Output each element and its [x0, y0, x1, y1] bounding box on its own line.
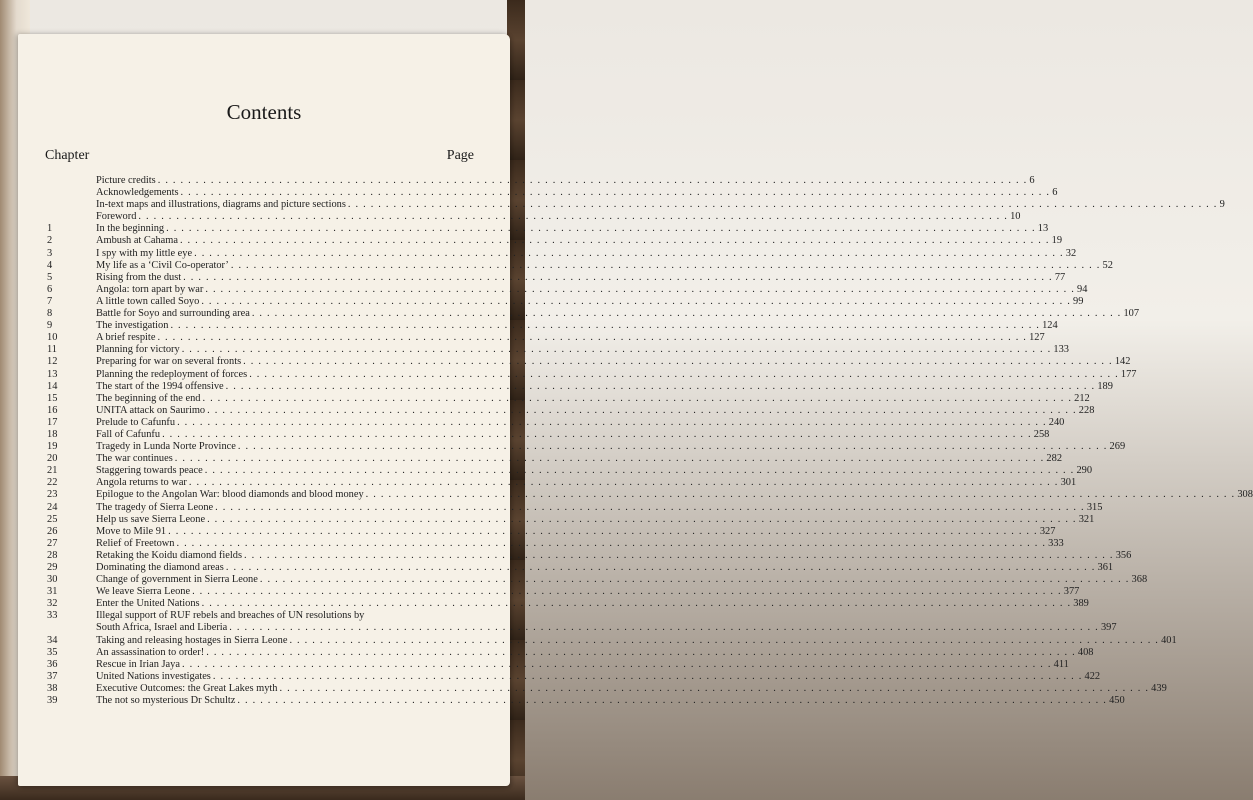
dot-leader [252, 308, 1122, 320]
chapter-number: 6 [47, 283, 53, 295]
dot-leader [158, 175, 1028, 187]
page-number: 411 [1053, 658, 1069, 670]
chapter-title: In the beginning [96, 223, 165, 235]
dot-leader [226, 381, 1096, 393]
toc-entry [47, 332, 1045, 344]
chapter-number: 1 [47, 223, 53, 235]
toc-entry [47, 574, 1148, 586]
dot-leader [348, 199, 1218, 211]
chapter-number: 14 [47, 380, 58, 392]
chapter-number: 29 [47, 562, 58, 573]
chapter-number: 16 [47, 404, 58, 416]
page-number: 94 [1077, 283, 1088, 295]
chapter-title: Relief of Freetown [96, 537, 175, 549]
dot-leader [238, 441, 1108, 453]
page-number: 321 [1078, 513, 1095, 525]
chapter-title: A brief respite [96, 332, 156, 344]
chapter-number: 21 [47, 465, 58, 477]
chapter-number: 26 [47, 525, 58, 537]
page-number: 10 [1010, 211, 1021, 223]
chapter-number: 4 [47, 259, 53, 271]
chapter-number: 31 [47, 586, 58, 598]
dot-leader [181, 187, 1051, 199]
dot-leader [157, 332, 1027, 344]
page-number: 377 [1063, 586, 1080, 598]
chapter-number: 34 [47, 634, 58, 646]
chapter-title: Ambush at Cahama [96, 235, 178, 247]
chapter-title: Epilogue to the Angolan War: blood diamonds and blood money [96, 489, 364, 501]
toc-entry [47, 283, 1088, 296]
toc-entry [47, 562, 1114, 574]
toc-entry [47, 404, 1095, 417]
page-number: 439 [1151, 682, 1167, 694]
chapter-title: Move to Mile 91 [96, 525, 167, 537]
chapter-title: United Nations investigates [96, 670, 211, 682]
toc-entry [47, 634, 1177, 647]
toc-entry [47, 356, 1131, 368]
toc-entry [47, 211, 1021, 223]
page-number: 6 [1029, 175, 1035, 186]
chapter-title: Enter the United Nations [96, 598, 200, 610]
chapter-title-continued: South Africa, Israel and Liberia [96, 622, 228, 634]
chapter-title: Illegal support of RUF rebels and breaches of UN resolutions by [96, 610, 365, 622]
book-page [18, 34, 1253, 786]
toc-entry [47, 646, 1094, 659]
chapter-number: 19 [47, 441, 58, 453]
chapter-title: Dominating the diamond areas [96, 562, 224, 573]
page-number: 301 [1060, 477, 1077, 489]
chapter-number: 18 [47, 428, 58, 440]
page-number: 177 [1120, 368, 1137, 380]
page-number: 19 [1051, 235, 1063, 247]
toc-entry [47, 416, 1065, 429]
chapter-title: Staggering towards peace [96, 465, 203, 477]
page-number: 189 [1097, 380, 1113, 392]
toc-entry [47, 586, 1080, 598]
dot-leader [194, 248, 1064, 260]
dot-leader [177, 417, 1047, 429]
dot-leader [138, 211, 1008, 223]
toc-entry [47, 501, 1103, 514]
dot-leader [176, 538, 1046, 550]
chapter-number: 2 [47, 235, 53, 247]
toc-entry [47, 295, 1084, 308]
page-number: 389 [1073, 598, 1089, 610]
page-number: 142 [1114, 356, 1131, 368]
chapter-title: Foreword [96, 211, 137, 223]
dot-leader [215, 502, 1085, 514]
dot-leader [205, 465, 1075, 477]
dot-leader [180, 235, 1050, 247]
page-number: 32 [1065, 247, 1077, 259]
dot-leader [175, 453, 1045, 465]
page-number: 333 [1048, 537, 1064, 549]
toc-entry [47, 223, 1049, 235]
chapter-number: 30 [47, 574, 58, 586]
chapter-title: An assassination to order! [96, 646, 205, 658]
chapter-title: The tragedy of Sierra Leone [96, 501, 214, 513]
chapter-number: 5 [47, 271, 53, 283]
chapter-number: 25 [47, 513, 58, 525]
toc-entry [47, 441, 1126, 453]
dot-leader [229, 622, 1099, 634]
chapter-title: The not so mysterious Dr Schultz [96, 695, 236, 707]
toc-entry [47, 537, 1064, 550]
chapter-title: Prelude to Cafunfu [96, 416, 176, 428]
chapter-title: UNITA attack on Saurimo [96, 404, 206, 416]
chapter-title: Acknowledgements [96, 187, 179, 199]
dot-leader [226, 562, 1096, 574]
toc-entry [47, 187, 1058, 199]
chapter-column-header: Chapter [45, 148, 90, 163]
chapter-number: 28 [47, 549, 58, 561]
page-number: 315 [1086, 501, 1103, 513]
dot-leader [231, 260, 1101, 272]
chapter-number: 37 [47, 670, 58, 682]
page-number: 240 [1048, 416, 1065, 428]
chapter-title: Rescue in Irian Jaya [96, 658, 180, 670]
toc-entry [47, 368, 1137, 381]
dot-leader [280, 683, 1150, 695]
chapter-number: 20 [47, 453, 58, 465]
page-number: 327 [1039, 525, 1056, 537]
toc-entry [47, 695, 1125, 707]
page-number: 127 [1029, 332, 1045, 344]
chapter-number: 39 [47, 695, 58, 707]
dot-leader [182, 344, 1052, 356]
page-title: Contents [226, 100, 302, 124]
page-number: 9 [1219, 199, 1225, 211]
toc-entry [47, 380, 1113, 393]
chapter-title: Fall of Cafunfu [96, 428, 161, 440]
toc-entry [47, 682, 1167, 695]
dot-leader [192, 586, 1062, 598]
page-number: 52 [1102, 259, 1113, 271]
toc-entry [47, 199, 1225, 211]
dot-leader [183, 272, 1053, 284]
toc-entry [47, 175, 1035, 187]
toc-entry [47, 670, 1101, 683]
chapter-title: Battle for Soyo and surrounding area [96, 308, 250, 320]
dot-leader [213, 671, 1083, 683]
chapter-number: 10 [47, 332, 58, 344]
chapter-number: 7 [47, 295, 53, 307]
page-column-header: Page [446, 148, 474, 163]
dot-leader [366, 489, 1236, 501]
page-number: 124 [1042, 320, 1058, 332]
toc-entry [47, 610, 1117, 634]
toc-entry [47, 308, 1140, 320]
page-number: 282 [1046, 453, 1063, 465]
dot-leader [206, 647, 1076, 659]
dot-leader [237, 695, 1107, 707]
dot-leader [289, 635, 1159, 647]
chapter-number: 9 [47, 320, 53, 332]
toc-entry [47, 598, 1089, 610]
toc-entry [47, 247, 1077, 260]
dot-leader [243, 356, 1113, 368]
page-number: 269 [1109, 441, 1126, 453]
page-number: 422 [1084, 670, 1101, 682]
dot-leader [260, 574, 1130, 586]
toc-entry [47, 235, 1063, 247]
chapter-title: Taking and releasing hostages in Sierra Leone [96, 634, 288, 646]
chapter-title: Change of government in Sierra Leone [96, 574, 258, 586]
toc-entry [47, 428, 1050, 441]
chapter-title: We leave Sierra Leone [96, 586, 191, 598]
toc-entry [47, 465, 1093, 477]
dot-leader [207, 514, 1077, 526]
chapter-title: Tragedy in Lunda Norte Province [96, 441, 236, 453]
page-number: 397 [1100, 622, 1117, 634]
dot-leader [201, 296, 1071, 308]
page-number: 77 [1054, 271, 1066, 283]
page-number: 290 [1076, 465, 1093, 477]
page-number: 212 [1074, 392, 1090, 404]
chapter-title: My life as a ‘Civil Co-operator’ [96, 259, 229, 271]
chapter-number: 24 [47, 501, 58, 513]
page-number: 361 [1097, 562, 1114, 573]
chapter-number: 33 [47, 610, 58, 622]
page-number: 228 [1078, 404, 1095, 416]
chapter-title: Angola: torn apart by war [96, 283, 204, 295]
page-number: 133 [1053, 344, 1069, 356]
toc-entry [47, 658, 1069, 671]
chapter-number: 36 [47, 658, 58, 670]
page-number: 107 [1123, 308, 1140, 320]
page-number: 450 [1109, 695, 1125, 707]
dot-leader [162, 429, 1032, 441]
chapter-number: 27 [47, 537, 58, 549]
page-number: 308 [1237, 489, 1253, 501]
chapter-title: Rising from the dust [96, 271, 182, 283]
toc-entry [47, 477, 1077, 489]
chapter-number: 12 [47, 356, 58, 368]
chapter-title: The start of the 1994 offensive [96, 380, 224, 392]
toc-entry [47, 549, 1132, 562]
chapter-number: 17 [47, 416, 58, 428]
chapter-number: 23 [47, 489, 58, 501]
chapter-title: The investigation [96, 320, 169, 332]
dot-leader [207, 405, 1077, 417]
page-number: 408 [1077, 646, 1094, 658]
toc-entry [47, 320, 1058, 332]
dot-leader [202, 598, 1072, 610]
toc-entry [47, 513, 1095, 526]
chapter-title: Picture credits [96, 175, 156, 186]
chapter-number: 8 [47, 308, 53, 320]
toc-entry [47, 453, 1063, 465]
chapter-title: Help us save Sierra Leone [96, 513, 206, 525]
page-number: 13 [1037, 223, 1049, 235]
chapter-number: 35 [47, 646, 58, 658]
chapter-number: 13 [47, 368, 58, 380]
dot-leader [182, 659, 1052, 671]
chapter-title: The war continues [96, 453, 173, 465]
toc-entry [47, 525, 1056, 538]
page-number: 368 [1131, 574, 1148, 586]
chapter-title: Planning the redeployment of forces [96, 368, 248, 380]
chapter-title: Executive Outcomes: the Great Lakes myth [96, 682, 278, 694]
chapter-number: 3 [47, 247, 53, 259]
dot-leader [166, 223, 1036, 235]
dot-leader [168, 526, 1038, 538]
toc-entry [47, 271, 1066, 284]
page-number: 258 [1033, 428, 1050, 440]
dot-leader [249, 369, 1119, 381]
chapter-number: 22 [47, 477, 58, 489]
chapter-title: A little town called Soyo [96, 295, 200, 307]
page-number: 99 [1073, 295, 1084, 307]
chapter-title: Angola returns to war [96, 477, 187, 489]
dot-leader [202, 393, 1072, 405]
chapter-number: 32 [47, 598, 58, 610]
table-of-contents [47, 175, 1253, 707]
dot-leader [205, 284, 1075, 296]
dot-leader [170, 320, 1040, 332]
toc-entry [47, 259, 1113, 272]
chapter-number: 38 [47, 682, 58, 694]
page-number: 401 [1161, 634, 1177, 646]
toc-entry [47, 344, 1069, 356]
chapter-number: 15 [47, 392, 58, 404]
chapter-title: In-text maps and illustrations, diagrams and picture sections [96, 199, 346, 211]
chapter-title: Planning for victory [96, 344, 180, 356]
chapter-title: Preparing for war on several fronts [96, 356, 242, 368]
dot-leader [244, 550, 1114, 562]
page-number: 6 [1052, 187, 1058, 199]
dot-leader [189, 477, 1059, 489]
chapter-title: The beginning of the end [96, 392, 201, 404]
toc-entry [47, 489, 1253, 501]
chapter-title: I spy with my little eye [96, 247, 193, 259]
toc-entry [47, 392, 1090, 405]
chapter-number: 11 [47, 344, 58, 356]
chapter-title: Retaking the Koidu diamond fields [96, 549, 243, 561]
page-number: 356 [1115, 549, 1132, 561]
